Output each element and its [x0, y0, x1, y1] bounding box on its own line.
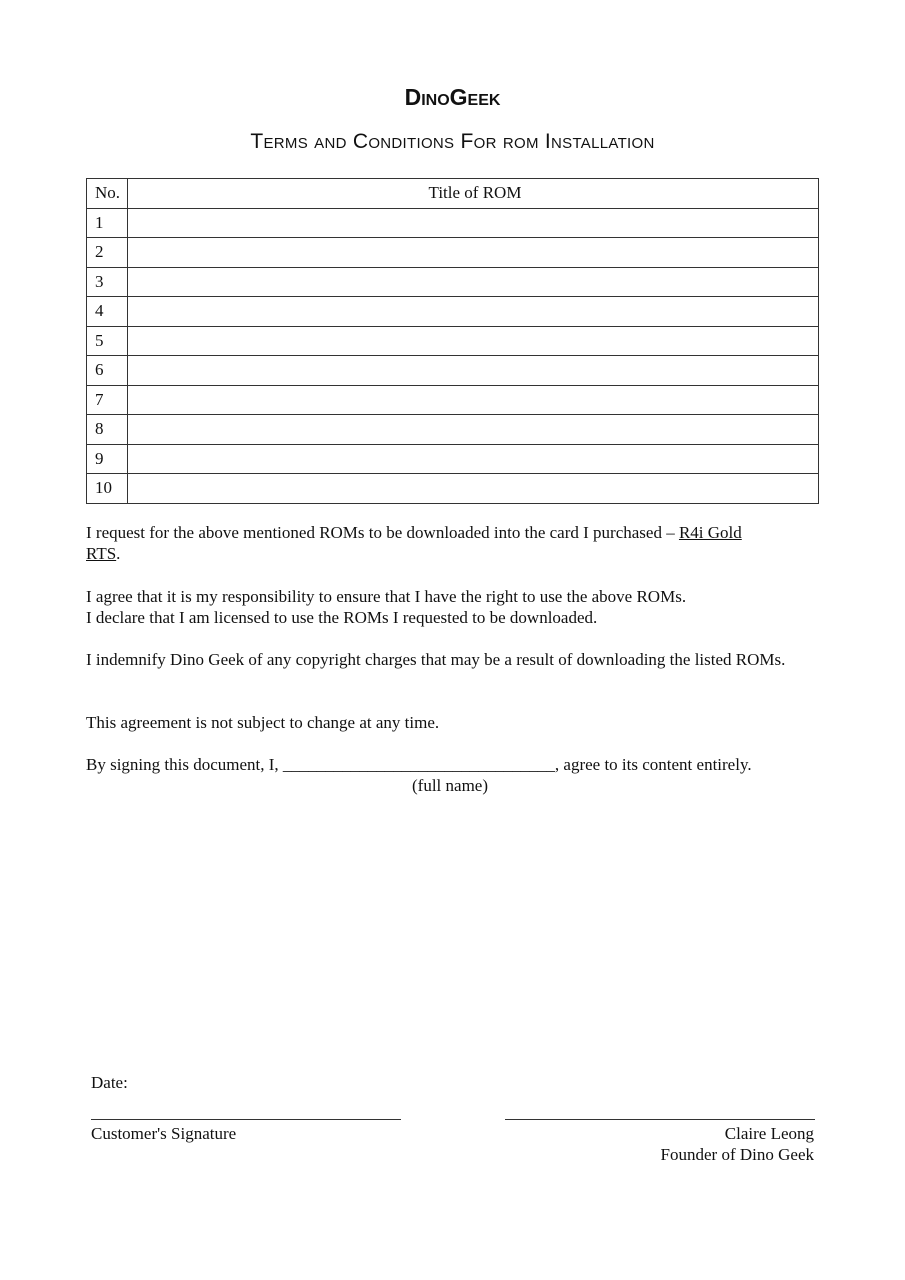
rom-title-cell[interactable]	[128, 297, 819, 327]
row-number: 1	[87, 208, 128, 238]
rom-title-cell[interactable]	[128, 474, 819, 504]
table-row	[87, 326, 819, 356]
document-title: DinoGeek	[404, 84, 501, 110]
date-label: Date:	[91, 1073, 128, 1092]
request-end: .	[116, 544, 121, 563]
product-name-cont: RTS	[86, 544, 117, 563]
rom-title-cell[interactable]	[128, 208, 819, 238]
rights-line-2: I declare that I am licensed to use the ROMs I requested to be downloaded.	[86, 608, 598, 627]
rom-title-cell[interactable]	[128, 267, 819, 297]
column-header-title: Title of ROM	[128, 179, 819, 209]
document-subtitle: Terms and Conditions For rom Installation	[250, 130, 655, 153]
full-name-caption: (full name)	[412, 776, 488, 795]
signing-paragraph: By signing this document, I, ________________________________, agree to its content entirely.	[86, 755, 752, 774]
rom-title-cell[interactable]	[128, 385, 819, 415]
row-number: 5	[87, 326, 128, 356]
table-row	[87, 356, 819, 386]
rom-title-cell[interactable]	[128, 238, 819, 268]
request-text: I request for the above mentioned ROMs to be downloaded into the card I purchased –	[86, 523, 679, 542]
row-number: 2	[87, 238, 128, 268]
rom-title-cell[interactable]	[128, 444, 819, 474]
row-number: 10	[87, 474, 128, 504]
row-number: 6	[87, 356, 128, 386]
table-row	[87, 474, 819, 504]
column-header-no: No.	[87, 179, 128, 209]
row-number: 7	[87, 385, 128, 415]
table-row	[87, 415, 819, 445]
rom-title-cell[interactable]	[128, 356, 819, 386]
founder-signature-line	[505, 1119, 815, 1120]
table-row	[87, 238, 819, 268]
request-paragraph	[86, 522, 806, 564]
agreement-paragraph: This agreement is not subject to change at any time.	[86, 713, 440, 732]
indemnify-paragraph: I indemnify Dino Geek of any copyright charges that may be a result of downloading the listed ROMs.	[86, 650, 786, 669]
row-number: 9	[87, 444, 128, 474]
rights-paragraph	[86, 586, 806, 628]
table-row	[87, 444, 819, 474]
table-row	[87, 297, 819, 327]
rom-title-cell[interactable]	[128, 326, 819, 356]
product-name: R4i Gold	[678, 523, 742, 542]
row-number: 4	[87, 297, 128, 327]
customer-signature-line	[91, 1119, 401, 1120]
table-row	[87, 208, 819, 238]
founder-title: Founder of Dino Geek	[660, 1145, 814, 1164]
table-row	[87, 267, 819, 297]
rom-table	[86, 178, 819, 504]
founder-name: Claire Leong	[724, 1124, 814, 1143]
rights-line-1: I agree that it is my responsibility to ensure that I have the right to use the above ROMs.	[86, 587, 687, 606]
rom-title-cell[interactable]	[128, 415, 819, 445]
table-row	[87, 385, 819, 415]
table-header-row	[87, 179, 819, 209]
row-number: 8	[87, 415, 128, 445]
row-number: 3	[87, 267, 128, 297]
customer-signature-label: Customer's Signature	[91, 1124, 237, 1143]
